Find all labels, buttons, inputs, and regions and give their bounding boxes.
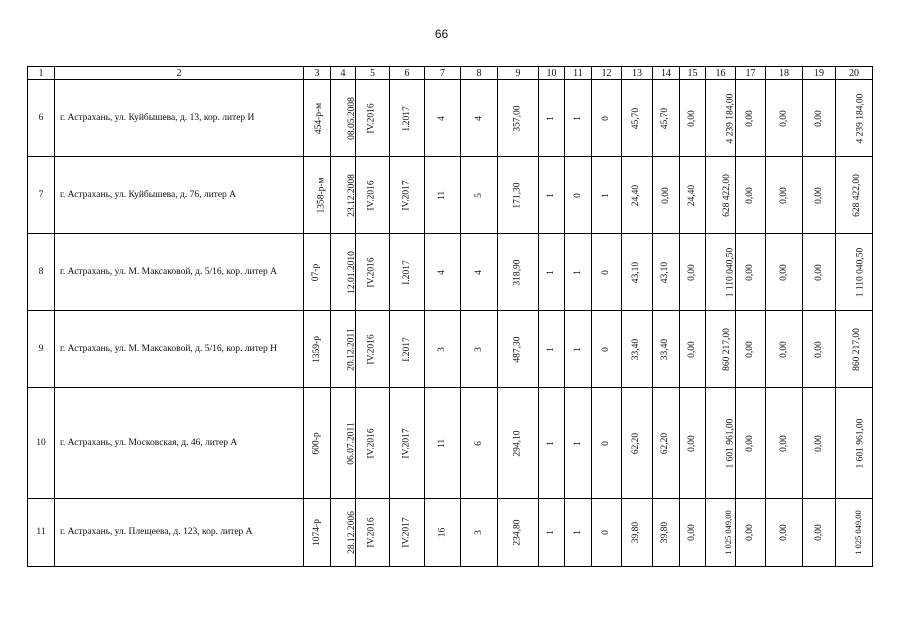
- col8-cell: [461, 388, 498, 499]
- col11-text: 1: [572, 269, 583, 275]
- col19-cell: [803, 80, 836, 157]
- col10-cell: [539, 80, 565, 157]
- column-number: 14: [653, 67, 680, 80]
- col13-cell: [622, 157, 653, 234]
- period-end-cell: [390, 388, 425, 499]
- col17-text: 0,00: [745, 524, 755, 541]
- address-cell: [55, 311, 304, 388]
- document-number-cell: [304, 80, 331, 157]
- period-end-text: IV.2017: [401, 179, 412, 211]
- col16-text: 1 601 961,00: [725, 418, 736, 468]
- col16-text: 628 422,00: [721, 173, 732, 217]
- document-number-text: 454-р-м: [314, 102, 325, 134]
- row-number-cell: [28, 499, 55, 567]
- document-date-cell: [331, 499, 356, 567]
- col11-cell: [565, 311, 592, 388]
- col18-text: 0,00: [778, 524, 789, 541]
- column-number: 13: [622, 67, 653, 80]
- col16-text: 1 025 049,00: [722, 509, 733, 555]
- col7-text: 11: [437, 190, 447, 200]
- col11-text: 1: [572, 115, 583, 121]
- col10-text: 1: [546, 346, 556, 352]
- document-number-cell: [304, 311, 331, 388]
- col16-cell: [706, 80, 736, 157]
- document-date-text: 20.12.2011: [346, 327, 357, 371]
- address-text: г. Астрахань, ул. Московская, д. 46, литер А: [60, 437, 238, 448]
- row-number-cell: [28, 234, 55, 311]
- row-number-text: 8: [38, 266, 44, 277]
- document-date-text: 23.12.2008: [346, 173, 357, 217]
- document-number-text: 07-р: [311, 263, 322, 281]
- col18-cell: [766, 499, 803, 567]
- col8-cell: [461, 499, 498, 567]
- document-date-cell: [331, 80, 356, 157]
- document-date-cell: [331, 388, 356, 499]
- col17-text: 0,00: [745, 186, 755, 204]
- col13-text: 39,80: [631, 521, 642, 544]
- page-number: 66: [434, 27, 449, 41]
- col20-cell: [836, 311, 873, 388]
- col7-cell: [425, 157, 461, 234]
- address-text: г. Астрахань, ул. Куйбышева, д. 13, кор. литер И: [60, 112, 255, 123]
- col10-text: 1: [546, 269, 556, 275]
- table-row: [28, 388, 873, 499]
- column-number: 15: [680, 67, 706, 80]
- address-cell: [55, 499, 304, 567]
- col16-text: 4 239 184,00: [725, 93, 736, 143]
- col20-text: 1 025 049,00: [852, 509, 863, 555]
- col15-text: 0,00: [687, 340, 697, 358]
- col16-cell: [706, 234, 736, 311]
- col14-cell: [653, 80, 680, 157]
- period-start-text: IV.2016: [367, 256, 377, 288]
- column-number: 20: [836, 67, 873, 80]
- table-row: [28, 157, 873, 234]
- period-start-text: IV.2016: [367, 333, 377, 365]
- address-cell: [55, 80, 304, 157]
- document-date-text: 06.07.2011: [346, 421, 357, 465]
- col13-text: 43,10: [631, 261, 642, 283]
- row-number-text: 7: [38, 189, 44, 200]
- col19-cell: [803, 388, 836, 499]
- col10-cell: [539, 499, 565, 567]
- col13-cell: [622, 80, 653, 157]
- column-number: 1: [28, 67, 55, 80]
- col11-cell: [565, 157, 592, 234]
- col7-cell: [425, 388, 461, 499]
- period-start-cell: [356, 388, 390, 499]
- col11-cell: [565, 80, 592, 157]
- col15-cell: [680, 157, 706, 234]
- col17-cell: [736, 311, 766, 388]
- col19-cell: [803, 499, 836, 567]
- col7-text: 3: [437, 346, 447, 352]
- col13-text: 62,20: [631, 432, 642, 454]
- col20-cell: [836, 80, 873, 157]
- col9-cell: [498, 388, 539, 499]
- col13-cell: [622, 234, 653, 311]
- col12-cell: [592, 234, 622, 311]
- col13-cell: [622, 388, 653, 499]
- column-number-row: [28, 67, 873, 80]
- col13-text: 33,40: [631, 338, 642, 360]
- col14-cell: [653, 499, 680, 567]
- col9-text: 357,00: [512, 104, 523, 132]
- col20-cell: [836, 157, 873, 234]
- row-number-cell: [28, 157, 55, 234]
- period-start-text: IV.2016: [367, 427, 377, 459]
- col9-cell: [498, 157, 539, 234]
- col18-cell: [766, 80, 803, 157]
- document-number-cell: [304, 499, 331, 567]
- col12-cell: [592, 157, 622, 234]
- col20-text: 1 601 961,00: [855, 418, 866, 468]
- period-end-cell: [390, 311, 425, 388]
- col11-text: 1: [572, 530, 583, 535]
- col14-text: 43,10: [660, 261, 671, 283]
- table-row: [28, 499, 873, 567]
- col15-cell: [680, 80, 706, 157]
- table-row: [28, 234, 873, 311]
- col9-cell: [498, 234, 539, 311]
- col18-cell: [766, 157, 803, 234]
- col10-cell: [539, 234, 565, 311]
- col14-text: 33,40: [660, 338, 671, 360]
- col11-text: 1: [572, 346, 583, 352]
- period-end-text: I.2017: [401, 336, 412, 362]
- housing-register-table: [27, 66, 873, 567]
- col7-text: 4: [437, 269, 447, 275]
- period-start-cell: [356, 499, 390, 567]
- column-number: 8: [461, 67, 498, 80]
- table-row: [28, 80, 873, 157]
- period-end-cell: [390, 157, 425, 234]
- col10-cell: [539, 311, 565, 388]
- col14-text: 0,00: [660, 186, 671, 204]
- col15-text: 0,00: [687, 109, 697, 127]
- col8-cell: [461, 311, 498, 388]
- col8-cell: [461, 157, 498, 234]
- col20-text: 628 422,00: [851, 173, 862, 217]
- column-number: 12: [592, 67, 622, 80]
- col16-cell: [706, 157, 736, 234]
- document-number-text: 1359-р: [311, 335, 322, 363]
- col19-text: 0,00: [813, 186, 824, 204]
- document-number-text: 600-р: [311, 431, 322, 455]
- period-end-text: IV.2017: [401, 517, 412, 548]
- address-text: г. Астрахань, ул. М. Максаковой, д. 5/16, кор. литер А: [60, 266, 277, 277]
- col17-cell: [736, 388, 766, 499]
- period-start-cell: [356, 311, 390, 388]
- column-number: 10: [539, 67, 565, 80]
- col11-cell: [565, 388, 592, 499]
- col16-cell: [706, 499, 736, 567]
- document-number-cell: [304, 157, 331, 234]
- col17-cell: [736, 157, 766, 234]
- col17-text: 0,00: [745, 340, 755, 358]
- col14-cell: [653, 157, 680, 234]
- col18-text: 0,00: [778, 263, 789, 281]
- table-body: [28, 67, 873, 567]
- col8-text: 4: [473, 269, 484, 275]
- period-start-text: IV.2016: [367, 102, 377, 134]
- period-start-cell: [356, 157, 390, 234]
- col12-text: 0: [601, 530, 611, 535]
- document-number-cell: [304, 388, 331, 499]
- col8-text: 3: [473, 530, 484, 535]
- col18-cell: [766, 311, 803, 388]
- col8-text: 6: [473, 440, 484, 446]
- col15-cell: [680, 234, 706, 311]
- col9-text: 487,30: [512, 335, 523, 363]
- col9-text: 294,10: [512, 429, 523, 457]
- col9-text: 171,30: [512, 181, 523, 209]
- col7-cell: [425, 234, 461, 311]
- col9-cell: [498, 311, 539, 388]
- col10-text: 1: [546, 530, 556, 535]
- column-number: 4: [331, 67, 356, 80]
- column-number: 6: [390, 67, 425, 80]
- column-number: 5: [356, 67, 390, 80]
- col12-cell: [592, 499, 622, 567]
- col11-text: 0: [572, 192, 583, 198]
- column-number: 19: [803, 67, 836, 80]
- row-number-text: 11: [36, 527, 46, 537]
- col10-text: 1: [546, 440, 556, 446]
- col9-text: 318,90: [512, 258, 523, 286]
- col8-text: 4: [473, 115, 484, 121]
- col14-text: 39,80: [660, 521, 671, 544]
- document-date-text: 08.05.2008: [346, 96, 357, 140]
- column-number: 7: [425, 67, 461, 80]
- row-number-text: 6: [38, 112, 44, 123]
- address-text: г. Астрахань, ул. Куйбышева, д. 76, литер А: [60, 189, 237, 200]
- col20-text: 860 217,00: [851, 327, 862, 371]
- col12-cell: [592, 311, 622, 388]
- col13-text: 45,70: [631, 107, 642, 129]
- period-start-cell: [356, 80, 390, 157]
- document-date-text: 28.12.2006: [346, 511, 357, 554]
- table-row: [28, 311, 873, 388]
- address-cell: [55, 157, 304, 234]
- col11-cell: [565, 234, 592, 311]
- col12-text: 0: [601, 115, 611, 121]
- row-number-text: 10: [36, 437, 46, 448]
- address-cell: [55, 234, 304, 311]
- address-cell: [55, 388, 304, 499]
- col9-cell: [498, 80, 539, 157]
- col19-text: 0,00: [813, 263, 824, 281]
- col17-text: 0,00: [745, 263, 755, 281]
- period-start-cell: [356, 234, 390, 311]
- col9-text: 234,80: [512, 519, 523, 546]
- col18-text: 0,00: [778, 109, 789, 127]
- col20-text: 1 110 040,50: [855, 247, 866, 297]
- document-date-cell: [331, 234, 356, 311]
- row-number-cell: [28, 388, 55, 499]
- col11-text: 1: [572, 440, 583, 446]
- document-number-text: 1358-р-м: [316, 176, 327, 214]
- column-number: 11: [565, 67, 592, 80]
- col14-cell: [653, 234, 680, 311]
- period-end-text: IV.2017: [401, 427, 412, 459]
- col7-cell: [425, 311, 461, 388]
- col18-cell: [766, 388, 803, 499]
- col18-text: 0,00: [778, 186, 789, 204]
- document-date-cell: [331, 157, 356, 234]
- col10-cell: [539, 388, 565, 499]
- col12-text: 0: [601, 346, 611, 352]
- col16-text: 860 217,00: [721, 327, 732, 371]
- col13-cell: [622, 311, 653, 388]
- column-number: 18: [766, 67, 803, 80]
- address-text: г. Астрахань, ул. Плещеева, д. 123, кор. литер А: [60, 527, 253, 537]
- col13-cell: [622, 499, 653, 567]
- column-number: 16: [706, 67, 736, 80]
- col19-text: 0,00: [813, 524, 824, 541]
- col10-text: 1: [546, 192, 556, 198]
- column-number: 9: [498, 67, 539, 80]
- col17-cell: [736, 499, 766, 567]
- address-text: г. Астрахань, ул. М. Максаковой, д. 5/16, кор. литер Н: [60, 343, 277, 354]
- col10-text: 1: [546, 115, 556, 121]
- col16-cell: [706, 311, 736, 388]
- period-end-cell: [390, 234, 425, 311]
- document-number-text: 1074-р: [311, 519, 322, 546]
- col17-cell: [736, 234, 766, 311]
- period-start-text: IV.2016: [367, 517, 377, 548]
- col7-cell: [425, 80, 461, 157]
- col19-cell: [803, 157, 836, 234]
- col14-text: 45,70: [660, 107, 671, 129]
- document-date-text: 12.01.2010: [346, 250, 357, 294]
- col20-text: 4 239 184,00: [855, 93, 866, 143]
- col15-text: 0,00: [687, 434, 697, 452]
- col9-cell: [498, 499, 539, 567]
- period-start-text: IV.2016: [367, 179, 377, 211]
- col14-text: 62,20: [660, 432, 671, 454]
- document-date-cell: [331, 311, 356, 388]
- col8-cell: [461, 234, 498, 311]
- col15-text: 0,00: [687, 263, 697, 281]
- col14-cell: [653, 388, 680, 499]
- col15-cell: [680, 388, 706, 499]
- col19-cell: [803, 234, 836, 311]
- row-number-cell: [28, 80, 55, 157]
- period-end-text: I.2017: [401, 105, 412, 131]
- col20-cell: [836, 499, 873, 567]
- col19-text: 0,00: [813, 109, 824, 127]
- column-number: 2: [55, 67, 304, 80]
- col16-cell: [706, 388, 736, 499]
- col7-text: 4: [437, 115, 447, 121]
- col19-cell: [803, 311, 836, 388]
- col19-text: 0,00: [813, 340, 824, 358]
- col7-cell: [425, 499, 461, 567]
- col16-text: 1 110 040,50: [725, 247, 736, 297]
- col12-text: 1: [601, 192, 611, 198]
- col18-cell: [766, 234, 803, 311]
- col14-cell: [653, 311, 680, 388]
- col12-text: 0: [601, 440, 611, 446]
- col8-text: 3: [473, 346, 484, 352]
- col15-text: 0,00: [687, 524, 697, 541]
- col8-text: 5: [473, 192, 484, 198]
- column-number: 17: [736, 67, 766, 80]
- col10-cell: [539, 157, 565, 234]
- col17-cell: [736, 80, 766, 157]
- row-number-cell: [28, 311, 55, 388]
- col19-text: 0,00: [813, 434, 824, 452]
- col20-cell: [836, 388, 873, 499]
- col18-text: 0,00: [778, 340, 789, 358]
- period-end-cell: [390, 499, 425, 567]
- col17-text: 0,00: [745, 434, 755, 452]
- col11-cell: [565, 499, 592, 567]
- col12-cell: [592, 80, 622, 157]
- col8-cell: [461, 80, 498, 157]
- column-number: 3: [304, 67, 331, 80]
- document-number-cell: [304, 234, 331, 311]
- col17-text: 0,00: [745, 109, 755, 127]
- col15-text: 24,40: [687, 184, 697, 206]
- col12-text: 0: [601, 269, 611, 275]
- col7-text: 16: [437, 527, 447, 538]
- col7-text: 11: [437, 438, 447, 448]
- col13-text: 24,40: [631, 184, 642, 206]
- period-end-cell: [390, 80, 425, 157]
- col20-cell: [836, 234, 873, 311]
- col15-cell: [680, 311, 706, 388]
- col12-cell: [592, 388, 622, 499]
- col18-text: 0,00: [778, 434, 789, 452]
- row-number-text: 9: [38, 343, 44, 354]
- period-end-text: I.2017: [401, 259, 412, 285]
- col15-cell: [680, 499, 706, 567]
